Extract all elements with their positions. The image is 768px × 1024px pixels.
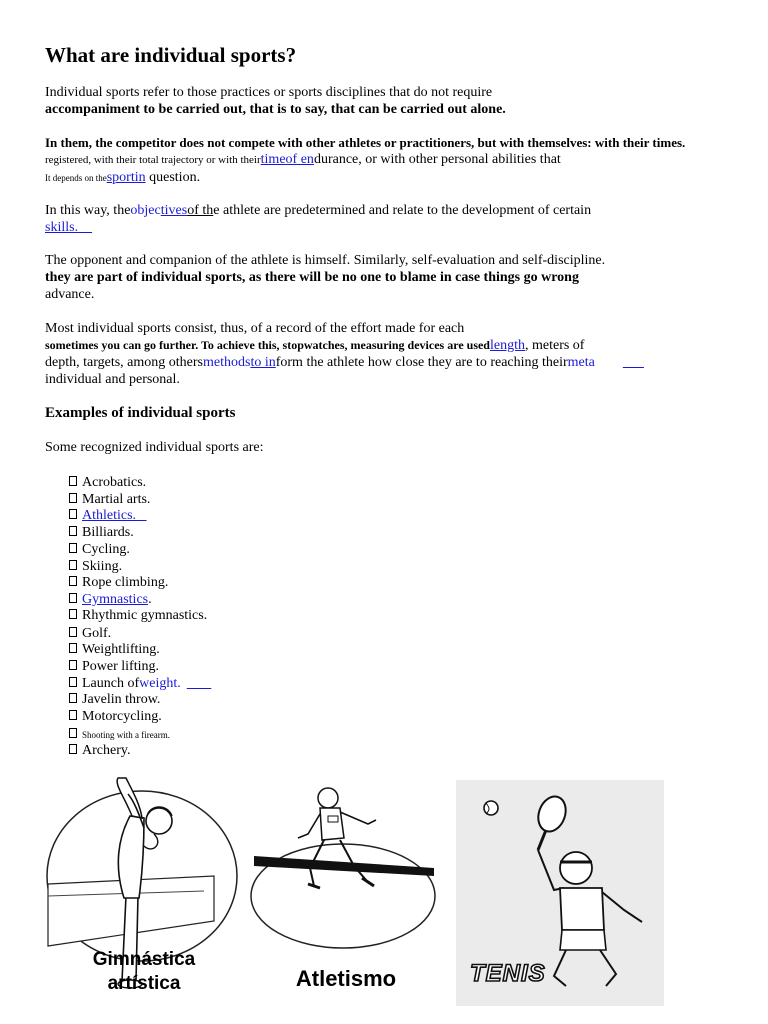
checkbox-icon [69,710,77,720]
checkbox-icon [69,609,77,619]
skills-link[interactable]: skills. [45,220,79,235]
page-title: What are individual sports? [45,43,297,67]
methods-link[interactable]: methods [203,355,251,370]
list-item: Billiards. [69,524,134,541]
paragraph-1-line-2: accompaniment to be carried out, that is to say, that can be carried out alone. [45,102,506,117]
checkbox-icon [69,476,77,486]
gymnastics-link[interactable]: Gymnastics [82,592,149,607]
paragraph-5-text: depth, targets, among others [45,355,203,370]
checkbox-icon [69,526,77,536]
gymnastics-caption-line-1: Gimnástica [92,949,196,970]
paragraph-4-line-1: The opponent and companion of the athlete is himself. Similarly, self-evaluation and self-discipline. [45,253,606,268]
list-item: Golf. [69,625,111,642]
paragraph-2-line-2 [45,151,561,169]
paragraph-3-text: In this way, the [45,203,131,218]
list-item: Martial arts. [69,491,150,508]
checkbox-icon [69,560,77,570]
paragraph-4-line-3: advance. [45,287,95,302]
endurance-link[interactable]: of en [285,152,314,167]
checkbox-icon [69,744,77,754]
checkbox-icon [69,627,77,637]
gymnastics-illustration [44,776,244,1006]
list-item: Gymnastics. [69,591,152,608]
examples-heading: Examples of individual sports [45,405,236,421]
paragraph-5-line-3 [45,354,644,371]
paragraph-1-line-1: Individual sports refer to those practices or sports disciplines that do not require [45,85,493,100]
checkbox-icon [69,543,77,553]
paragraph-5-text-cont: form the athlete how close they are to reaching their [275,355,568,370]
meta-link[interactable]: meta [567,355,595,370]
list-item: Shooting with a firearm. [69,726,170,744]
paragraph-5-line-2 [45,337,584,354]
skills-link-underline [78,220,92,235]
list-item: Acrobatics. [69,474,146,491]
paragraph-5-meters: , meters of [524,338,585,353]
list-item: Rhythmic gymnastics. [69,607,207,624]
paragraph-2-question: question. [145,170,201,185]
examples-intro: Some recognized individual sports are: [45,440,264,455]
objectives-link-b[interactable]: tives [160,203,188,218]
paragraph-2-text: registered, with their total trajectory or with their [45,154,261,166]
checkbox-icon [69,643,77,653]
paragraph-3-text-cont: e athlete are predetermined and relate to the development of certain [213,203,592,218]
paragraph-3-line-1 [45,202,591,219]
meta-link-underline [623,355,644,370]
time-link[interactable]: time [260,152,286,167]
methods-link-tail: to in [250,355,276,370]
athletics-illustration [248,776,444,1006]
athletics-caption: Atletismo [295,966,397,991]
paragraph-5-line-1: Most individual sports consist, thus, of a record of the effort made for each [45,321,465,336]
paragraph-2-text-small: It depends on the [45,173,107,183]
checkbox-icon [69,576,77,586]
list-item: Power lifting. [69,658,159,675]
tennis-illustration [456,780,664,1006]
gymnastics-caption-line-2: artística [107,973,181,994]
list-item: Launch ofweight. [69,675,211,692]
list-item: Archery. [69,742,130,759]
checkbox-icon [69,593,77,603]
checkbox-icon [69,677,77,687]
checkbox-icon [69,728,77,738]
list-item: Motorcycling. [69,708,162,725]
tennis-caption: TENIS [470,960,546,987]
list-item: Rope climbing. [69,574,168,591]
paragraph-4-line-2: they are part of individual sports, as there will be no one to blame in case things go wrong [45,270,579,285]
paragraph-2-line-1: In them, the competitor does not compete with other athletes or practitioners, but with themselves: with their times. [45,135,686,150]
paragraph-3-line-2 [45,219,92,236]
paragraph-2-line-3 [45,169,200,187]
checkbox-icon [69,493,77,503]
runner-figure-icon [248,776,444,966]
objectives-link-c[interactable]: of th [187,203,214,218]
list-item: Skiing. [69,558,122,575]
list-item: Javelin throw. [69,691,160,708]
checkbox-icon [69,693,77,703]
length-link[interactable]: length [489,338,525,353]
objectives-link-a[interactable]: objec [130,203,161,218]
list-item [69,507,147,524]
weight-link[interactable]: weight. [139,676,181,691]
paragraph-2-text-cont: durance, or with other personal abilities that [313,152,561,167]
athletics-link[interactable]: Athletics. [82,508,137,523]
checkbox-icon [69,509,77,519]
checkbox-icon [69,660,77,670]
list-item: Weightlifting. [69,641,160,658]
sport-link[interactable]: sportin [106,170,146,185]
paragraph-5-bold: sometimes you can go further. To achieve this, stopwatches, measuring devices are used [45,338,490,352]
paragraph-5-line-4: individual and personal. [45,372,180,387]
list-item: Cycling. [69,541,130,558]
